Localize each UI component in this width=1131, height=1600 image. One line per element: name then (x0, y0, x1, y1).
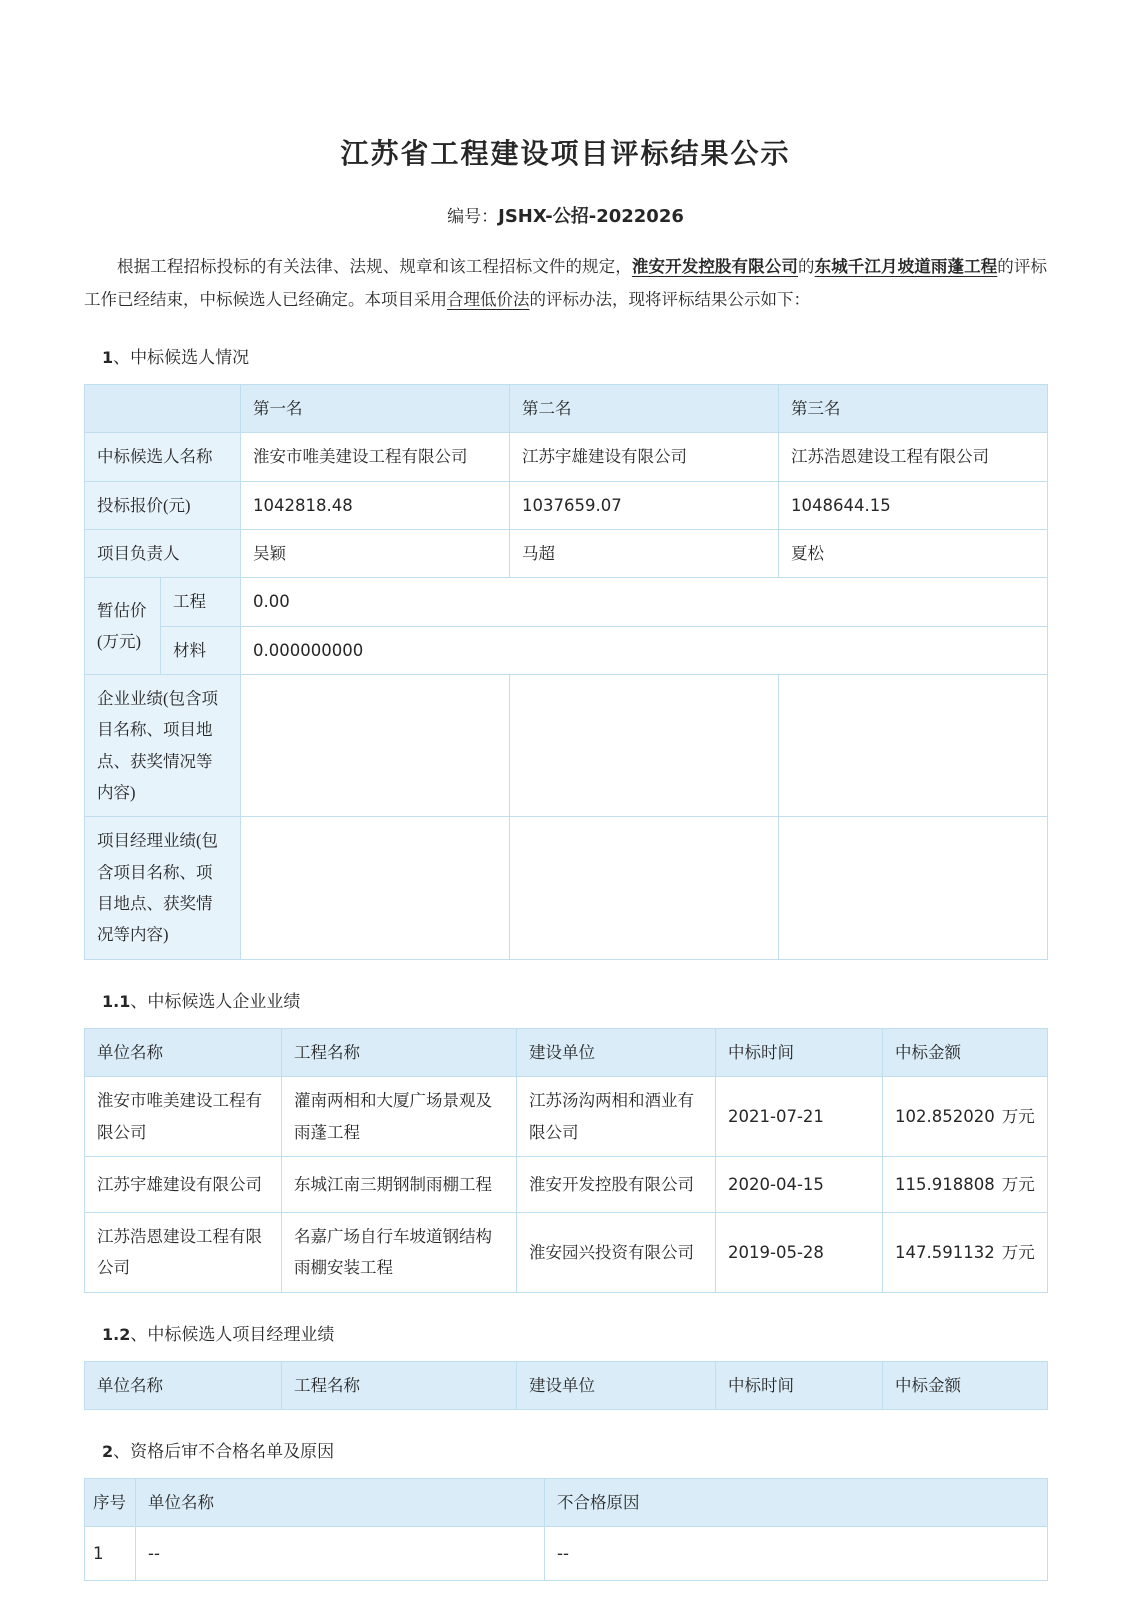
performance-value-cell (510, 817, 779, 959)
table-row (85, 1077, 1048, 1157)
header-cell: 工程名称 (282, 1028, 517, 1076)
section-1-number: 1 (102, 348, 114, 367)
intro-text-2: 的 (797, 257, 815, 276)
date-cell: 2020-04-15 (716, 1156, 883, 1212)
disqualified-table (84, 1478, 1048, 1581)
row-label-cell: 投标报价(元) (85, 481, 241, 529)
performance-value-cell (779, 817, 1048, 959)
performance-value-cell (779, 675, 1048, 817)
table-row (85, 1212, 1048, 1292)
header-cell: 中标时间 (716, 1361, 883, 1409)
intro-text-4: 的评标办法，现将评标结果公示如下： (529, 290, 810, 309)
section-1-1-heading (102, 990, 1047, 1014)
value-cell: 淮安市唯美建设工程有限公司 (241, 433, 510, 481)
table-row (85, 530, 1048, 578)
date-cell: 2019-05-28 (716, 1212, 883, 1292)
estimate-label-line1: 暂估价 (97, 600, 147, 620)
client-cell: 淮安开发控股有限公司 (517, 1156, 716, 1212)
amount-cell (883, 1212, 1048, 1292)
company-cell: 淮安市唯美建设工程有限公司 (85, 1077, 282, 1157)
estimate-sub-label-cell: 材料 (161, 626, 241, 674)
table-row (85, 1527, 1048, 1581)
estimate-sub-label-cell: 工程 (161, 578, 241, 626)
section-1-2-heading (102, 1323, 1047, 1347)
amount-value: 115.918808 (895, 1174, 995, 1194)
table-row (85, 626, 1048, 674)
header-cell: 序号 (85, 1478, 136, 1526)
table-row (85, 1028, 1048, 1076)
section-1-2-title: 、中标候选人项目经理业绩 (130, 1324, 335, 1344)
doc-number (84, 206, 1047, 228)
project-name-highlight: 东城千江月坡道雨蓬工程 (814, 257, 998, 276)
table-row (85, 433, 1048, 481)
amount-unit: 万元 (1001, 1106, 1035, 1126)
table-row (85, 675, 1048, 817)
table-row (85, 385, 1048, 433)
document-page (84, 0, 1047, 1581)
header-cell: 中标时间 (716, 1028, 883, 1076)
client-cell: 淮安园兴投资有限公司 (517, 1212, 716, 1292)
value-cell: 江苏宇雄建设有限公司 (510, 433, 779, 481)
bid-price-cell: 1037659.07 (510, 481, 779, 529)
section-1-heading (102, 346, 1047, 370)
header-cell: 中标金额 (883, 1028, 1048, 1076)
section-1-title: 、中标候选人情况 (113, 348, 250, 367)
header-cell: 建设单位 (517, 1028, 716, 1076)
value-cell: 江苏浩恩建设工程有限公司 (779, 433, 1048, 481)
company-name-highlight: 淮安开发控股有限公司 (631, 257, 798, 276)
section-2-heading (102, 1440, 1047, 1464)
rank-header-cell: 第一名 (241, 385, 510, 433)
company-cell: -- (136, 1527, 545, 1581)
header-cell: 建设单位 (517, 1361, 716, 1409)
intro-text-3: 的评标工作已经结束，中标候选人已经确定。本项目采用 (84, 257, 1048, 309)
header-cell: 单位名称 (85, 1361, 282, 1409)
section-1-2-number: 1.2 (102, 1324, 131, 1344)
project-cell: 名嘉广场自行车坡道钢结构雨棚安装工程 (282, 1212, 517, 1292)
performance-label-cell: 企业业绩(包含项目名称、项目地点、获奖情况等内容) (85, 675, 241, 817)
amount-unit: 万元 (1001, 1174, 1035, 1194)
reason-cell: -- (545, 1527, 1048, 1581)
amount-cell (883, 1077, 1048, 1157)
doc-number-value: JSHX-公招-2022026 (498, 206, 684, 227)
table-row (85, 1478, 1048, 1526)
page-title: 江苏省工程建设项目评标结果公示 (340, 139, 791, 170)
header-cell: 中标金额 (883, 1361, 1048, 1409)
candidates-table (84, 384, 1048, 960)
row-label-cell: 中标候选人名称 (85, 433, 241, 481)
value-cell: 吴颖 (241, 530, 510, 578)
index-cell: 1 (85, 1527, 136, 1581)
header-cell: 单位名称 (136, 1478, 545, 1526)
header-cell: 单位名称 (85, 1028, 282, 1076)
rank-header-cell: 第三名 (779, 385, 1048, 433)
table-row (85, 817, 1048, 959)
company-cell: 江苏宇雄建设有限公司 (85, 1156, 282, 1212)
table-row (85, 1361, 1048, 1409)
corner-header-cell (85, 385, 241, 433)
company-cell: 江苏浩恩建设工程有限公司 (85, 1212, 282, 1292)
row-label-cell: 项目负责人 (85, 530, 241, 578)
estimate-label-cell (85, 578, 161, 675)
intro-paragraph (84, 250, 1047, 316)
estimate-value-cell: 0.00 (241, 578, 1048, 626)
amount-value: 147.591132 (895, 1242, 995, 1262)
doc-number-label: 编号： (447, 207, 499, 226)
intro-text-1: 根据工程招标投标的有关法律、法规、规章和该工程招标文件的规定， (117, 257, 632, 276)
project-cell: 灌南两相和大厦广场景观及雨蓬工程 (282, 1077, 517, 1157)
date-cell: 2021-07-21 (716, 1077, 883, 1157)
bid-price-cell: 1042818.48 (241, 481, 510, 529)
performance-value-cell (510, 675, 779, 817)
enterprise-performance-table (84, 1028, 1048, 1293)
performance-value-cell (241, 817, 510, 959)
amount-value: 102.852020 (895, 1106, 995, 1126)
amount-cell (883, 1156, 1048, 1212)
performance-value-cell (241, 675, 510, 817)
value-cell: 马超 (510, 530, 779, 578)
header-cell: 工程名称 (282, 1361, 517, 1409)
value-cell: 夏松 (779, 530, 1048, 578)
estimate-label-line2: (万元) (97, 632, 141, 652)
amount-unit: 万元 (1001, 1242, 1035, 1262)
evaluation-method-highlight: 合理低价法 (447, 290, 530, 309)
section-1-1-title: 、中标候选人企业业绩 (130, 991, 301, 1011)
table-row (85, 578, 1048, 626)
header-cell: 不合格原因 (545, 1478, 1048, 1526)
manager-performance-table (84, 1361, 1048, 1410)
rank-header-cell: 第二名 (510, 385, 779, 433)
bid-price-cell: 1048644.15 (779, 481, 1048, 529)
section-2-number: 2 (102, 1441, 114, 1461)
section-1-1-number: 1.1 (102, 991, 131, 1011)
section-2-title: 、资格后审不合格名单及原因 (113, 1441, 335, 1461)
client-cell: 江苏汤沟两相和酒业有限公司 (517, 1077, 716, 1157)
estimate-value-cell: 0.000000000 (241, 626, 1048, 674)
table-row (85, 481, 1048, 529)
table-row (85, 1156, 1048, 1212)
performance-label-cell: 项目经理业绩(包含项目名称、项目地点、获奖情况等内容) (85, 817, 241, 959)
project-cell: 东城江南三期钢制雨棚工程 (282, 1156, 517, 1212)
